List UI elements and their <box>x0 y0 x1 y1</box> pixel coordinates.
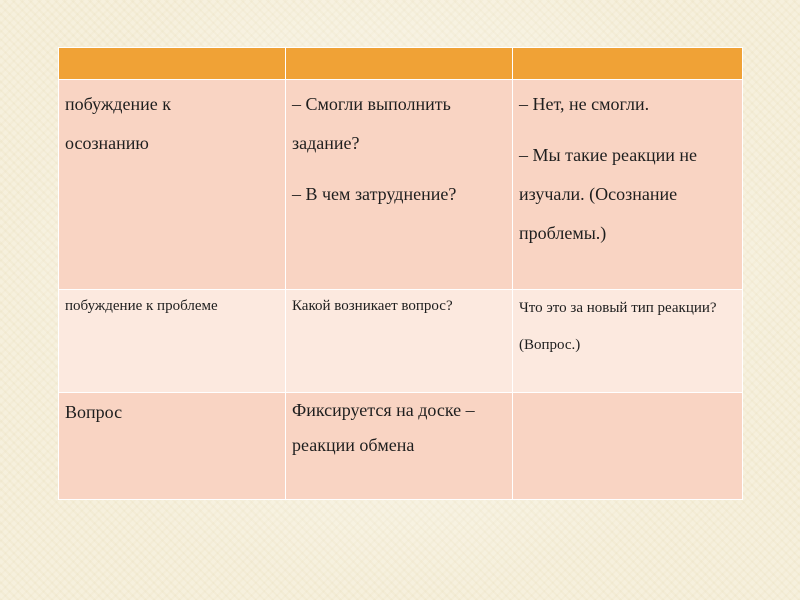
students-cell <box>513 80 743 290</box>
students-line: – Нет, не смогли. <box>519 94 650 114</box>
teacher-cell <box>286 80 513 290</box>
teacher-cell <box>286 290 513 393</box>
stage-text: побуждение к проблеме <box>65 298 218 314</box>
table-row <box>59 290 743 393</box>
lesson-table <box>58 47 743 500</box>
header-cell-teacher <box>286 48 513 80</box>
students-line: Что это за новый тип реакции? (Вопрос.) <box>519 300 717 353</box>
table-row <box>59 80 743 290</box>
teacher-line: – Смогли выполнить задание? <box>292 94 451 153</box>
students-cell <box>513 393 743 500</box>
teacher-cell <box>286 393 513 500</box>
students-cell <box>513 290 743 393</box>
teacher-line: – В чем затруднение? <box>292 184 457 204</box>
teacher-line: Какой возникает вопрос? <box>292 298 453 314</box>
table-row <box>59 393 743 500</box>
stage-cell <box>59 80 286 290</box>
header-cell-students <box>513 48 743 80</box>
stage-cell <box>59 290 286 393</box>
stage-cell <box>59 393 286 500</box>
stage-text: побуждение к осознанию <box>65 94 171 153</box>
students-line: – Мы такие реакции не изучали. (Осознание проблемы.) <box>519 145 698 243</box>
header-cell-stage <box>59 48 286 80</box>
stage-text: Вопрос <box>65 402 123 422</box>
table-header-row <box>59 48 743 80</box>
teacher-line: Фиксируется на доске – реакции обмена <box>292 400 475 455</box>
